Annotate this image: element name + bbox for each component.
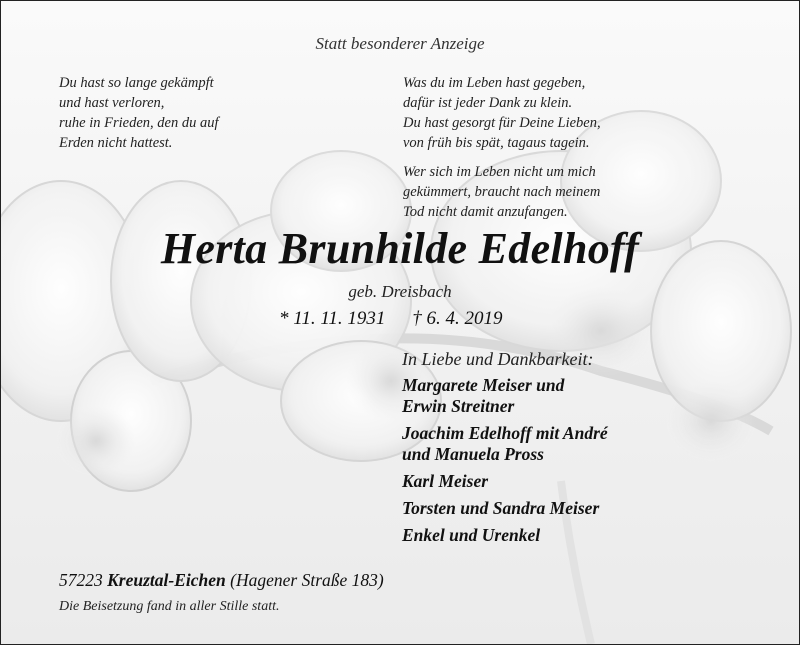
death-date: † 6. 4. 2019 — [412, 308, 503, 329]
mourner-line: und Manuela Pross — [402, 444, 544, 464]
address — [59, 570, 384, 591]
verse-line: dafür ist jeder Dank zu klein. — [403, 95, 573, 111]
funeral-note: Die Beisetzung fand in aller Stille statt. — [59, 599, 280, 614]
mourner-line: Karl Meiser — [402, 471, 489, 491]
deceased-name: Herta Brunhilde Edelhoff — [160, 224, 640, 273]
verse-line: Du hast so lange gekämpft — [59, 75, 214, 91]
verse-line: ruhe in Frieden, den du auf — [59, 115, 219, 131]
mourner-line: Joachim Edelhoff mit André — [402, 423, 608, 443]
verse-line: Erden nicht hattest. — [59, 135, 173, 151]
street: (Hagener Straße 183) — [230, 570, 384, 590]
verse-line: und hast verloren, — [59, 95, 165, 111]
verse-line: Wer sich im Leben nicht um mich — [403, 164, 596, 180]
mourner-group — [402, 423, 608, 465]
verse-line: Was du im Leben hast gegeben, — [403, 75, 586, 91]
mourner-group — [402, 375, 608, 417]
stanza-gap — [403, 153, 601, 162]
verse-line: gekümmert, braucht nach meinem — [403, 184, 601, 200]
mourner-line: Enkel und Urenkel — [402, 525, 541, 545]
thanks-intro: In Liebe und Dankbarkeit: — [402, 349, 594, 369]
city: Kreuztal-Eichen — [107, 570, 226, 590]
postal-code: 57223 — [59, 570, 103, 590]
verse-left — [59, 73, 218, 153]
verse-line: Du hast gesorgt für Deine Lieben, — [403, 115, 601, 131]
mourner-line: Margarete Meiser und — [402, 375, 565, 395]
mourners-list — [402, 375, 608, 552]
mourner-line: Torsten und Sandra Meiser — [402, 498, 600, 518]
mourner-group — [402, 471, 608, 492]
mourner-group — [402, 498, 608, 519]
mourner-line: Erwin Streitner — [402, 396, 515, 416]
birth-name: geb. Dreisbach — [348, 282, 452, 301]
verse-right — [403, 73, 601, 222]
verse-line: Tod nicht damit anzufangen. — [403, 204, 568, 220]
mourner-group — [402, 525, 608, 546]
life-dates — [279, 308, 502, 330]
verse-line: von früh bis spät, tagaus tagein. — [403, 135, 590, 151]
notice-header: Statt besonderer Anzeige — [315, 34, 485, 53]
birth-date: * 11. 11. 1931 — [279, 308, 386, 329]
